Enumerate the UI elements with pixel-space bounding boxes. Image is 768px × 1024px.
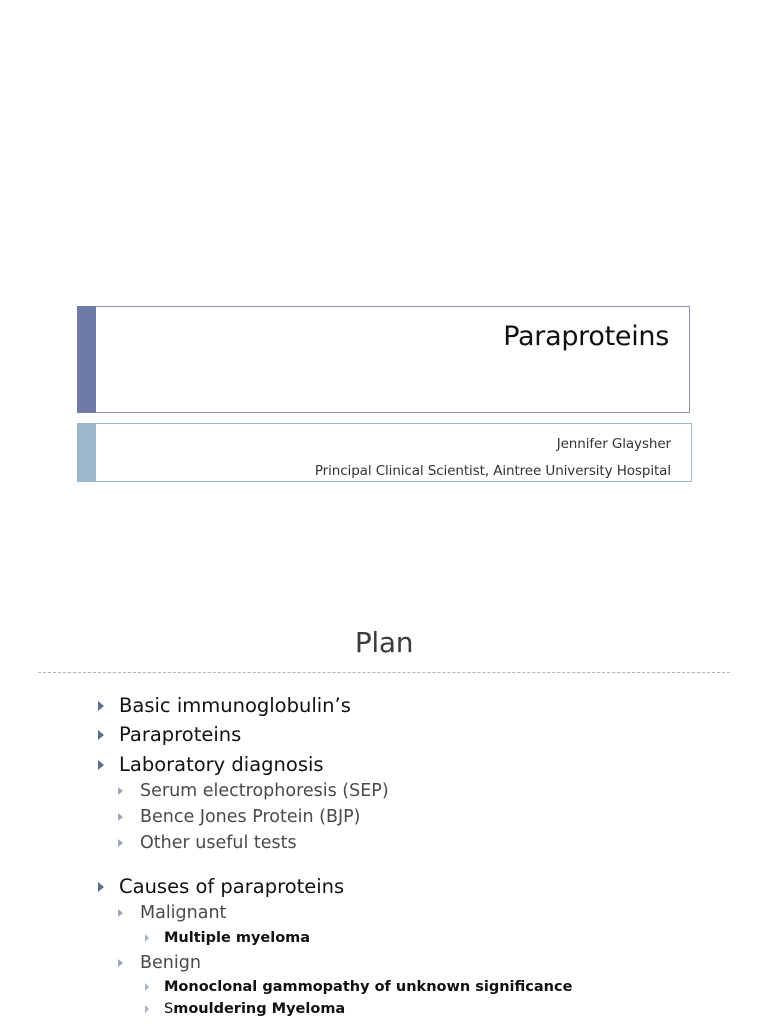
subtitle-box — [77, 423, 692, 482]
bullet-arrow-icon — [145, 934, 149, 942]
author-position: Principal Clinical Scientist, Aintree University Hospital — [314, 463, 671, 479]
sub-bullet-item — [118, 903, 226, 923]
bullet-text: Bence Jones Protein (BJP) — [140, 807, 361, 827]
bullet-arrow-icon — [118, 909, 123, 917]
bullet-text: Benign — [140, 953, 201, 973]
bullet-text-end: g Myeloma — [256, 1001, 346, 1017]
bullet-item — [98, 723, 241, 746]
bullet-arrow-icon — [118, 787, 123, 795]
title-accent-bar — [77, 306, 96, 413]
sub-sub-bullet-item — [145, 1001, 345, 1017]
sub-bullet-item — [118, 953, 201, 973]
bullet-text-middle: moulderin — [173, 1001, 257, 1017]
slide-title: Paraproteins — [503, 321, 669, 352]
bullet-item — [98, 875, 344, 898]
bullet-arrow-icon — [118, 813, 123, 821]
bullet-text: Monoclonal gammopathy of unknown significance — [164, 979, 573, 995]
bullet-arrow-icon — [98, 882, 104, 892]
bullet-item — [98, 753, 324, 776]
bullet-arrow-icon — [145, 1005, 149, 1013]
bullet-arrow-icon — [145, 983, 149, 991]
bullet-text: Multiple myeloma — [164, 930, 311, 946]
bullet-text: Basic immunoglobulin’s — [119, 694, 351, 717]
bullet-arrow-icon — [118, 959, 123, 967]
bullet-text: Paraproteins — [119, 723, 242, 746]
sub-sub-bullet-item — [145, 979, 572, 995]
bullet-item — [98, 694, 351, 717]
plan-slide — [0, 580, 768, 1024]
bullet-text-start: S — [164, 1001, 174, 1017]
bullet-arrow-icon — [98, 730, 104, 740]
title-box — [77, 306, 690, 413]
plan-title: Plan — [354, 626, 414, 659]
author-name: Jennifer Glaysher — [556, 436, 671, 452]
bullet-arrow-icon — [98, 760, 104, 770]
title-divider — [38, 672, 730, 673]
sub-bullet-item — [118, 807, 361, 827]
sub-bullet-item — [118, 781, 389, 801]
bullet-text: Serum electrophoresis (SEP) — [140, 781, 389, 801]
sub-bullet-item — [118, 833, 297, 853]
bullet-arrow-icon — [98, 701, 104, 711]
subtitle-accent-bar — [77, 423, 96, 482]
bullet-text: Causes of paraproteins — [119, 875, 345, 898]
sub-sub-bullet-item — [145, 930, 310, 946]
bullet-text: Other useful tests — [140, 833, 297, 853]
bullet-arrow-icon — [118, 839, 123, 847]
bullet-text: Malignant — [140, 903, 227, 923]
bullet-text: Laboratory diagnosis — [119, 753, 324, 776]
